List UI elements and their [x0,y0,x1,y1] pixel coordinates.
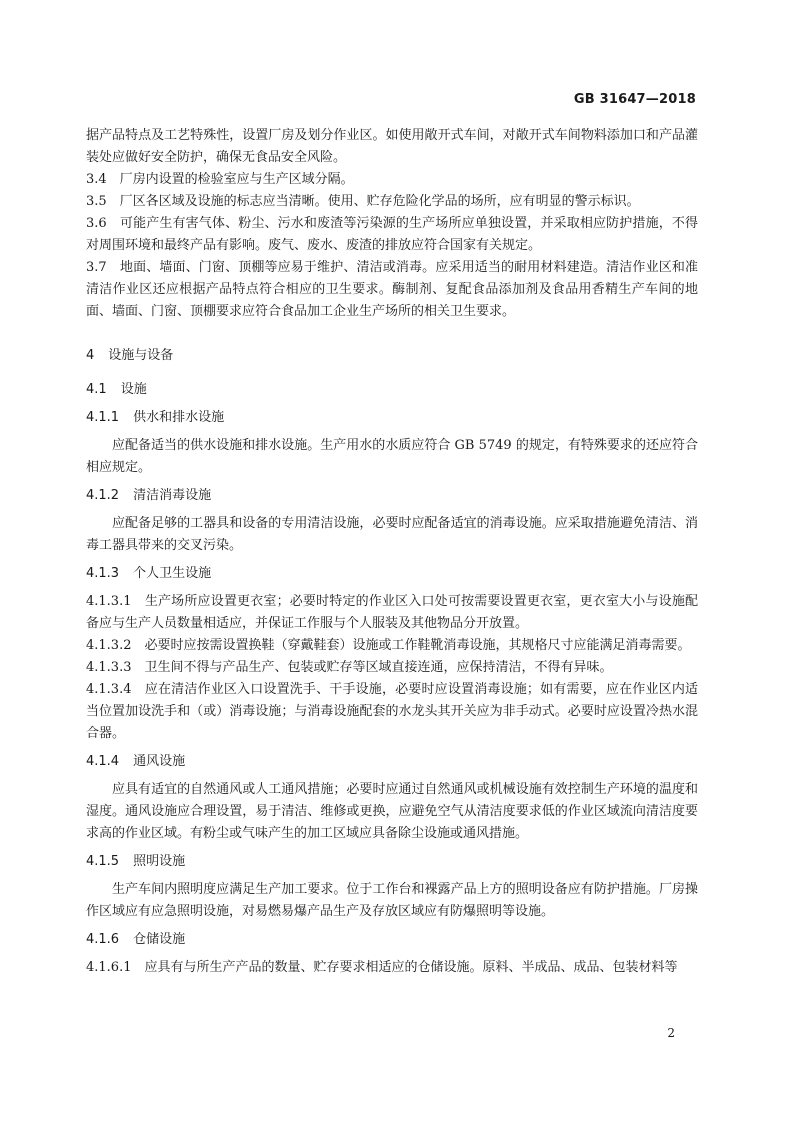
section-heading-4-1-1 [86,407,698,429]
heading-number: 4.1.2 [86,488,120,503]
section-heading-4-1-4 [86,751,698,773]
clause-4-1-4-body: 应具有适宜的自然通风或人工通风措施；必要时应通过自然通风或机械设施有效控制生产环境的温度和湿度。通风设施应合理设置，易于清洁、维修或更换，应避免空气从清洁度要求低的作业区域流向清洁度要求高的作业区域。有粉尘或气味产生的加工区域应具备除尘设施或通风措施。 [86,782,698,841]
heading-number: 4.1 [86,382,107,397]
clause-4-1-3-1: 4.1.3.1 生产场所应设置更衣室；必要时特定的作业区入口处可按需要设置更衣室，更衣室大小与设施配备应与生产人员数量相适应，并保证工作服与个人服装及其他物品分开放置。 [86,594,698,631]
section-heading-4-1 [86,379,698,401]
section-heading-4-1-6 [86,929,698,951]
clause-4-1-3-2: 4.1.3.2 必要时应按需设置换鞋（穿戴鞋套）设施或工作鞋靴消毒设施，其规格尺寸应能满足消毒需要。 [86,638,691,653]
heading-number: 4.1.3 [86,566,120,581]
heading-title: 仓储设施 [133,932,186,947]
document-body [86,125,698,979]
heading-title: 清洁消毒设施 [133,488,212,503]
heading-number: 4.1.4 [86,754,120,769]
clause-4-1-2-body: 应配备足够的工器具和设备的专用清洁设施，必要时应配备适宜的消毒设施。应采取措施避免清洁、消毒工器具带来的交叉污染。 [86,516,698,553]
heading-number: 4 [86,348,95,363]
clause-4-1-6-1: 4.1.6.1 应具有与所生产产品的数量、贮存要求相适应的仓储设施。原料、半成品、成品、包装材料等 [86,960,678,975]
heading-title: 设施 [120,382,147,397]
section-heading-4-1-3 [86,563,698,585]
clause-3-5: 3.5 厂区各区域及设施的标志应当清晰。使用、贮存危险化学品的场所，应有明显的警示标识。 [86,194,640,209]
clause-3-7: 3.7 地面、墙面、门窗、顶棚等应易于维护、清洁或消毒。应采用适当的耐用材料建造。清洁作业区和准清洁作业区还应根据产品特点符合相应的卫生要求。酶制剂、复配食品添加剂及食品用香精生产车间的地面、墙面、门窗、顶棚要求应符合食品加工企业生产场所的相关卫生要求。 [86,260,698,319]
paragraph-continued: 据产品特点及工艺特殊性，设置厂房及划分作业区。如使用敞开式车间，对敞开式车间物料添加口和产品灌装处应做好安全防护，确保无食品安全风险。 [86,128,698,165]
clause-4-1-5-body: 生产车间内照明度应满足生产加工要求。位于工作台和裸露产品上方的照明设备应有防护措施。厂房操作区域应有应急照明设施，对易燃易爆产品生产及存放区域应有防爆照明等设施。 [86,882,698,919]
heading-number: 4.1.1 [86,410,120,425]
heading-number: 4.1.5 [86,854,120,869]
clause-3-6: 3.6 可能产生有害气体、粉尘、污水和废渣等污染源的生产场所应单独设置，并采取相应防护措施，不得对周围环境和最终产品有影响。废气、废水、废渣的排放应符合国家有关规定。 [86,216,698,253]
heading-title: 个人卫生设施 [133,566,212,581]
heading-title: 照明设施 [133,854,186,869]
clause-3-4: 3.4 厂房内设置的检验室应与生产区域分隔。 [86,172,354,187]
heading-number: 4.1.6 [86,932,120,947]
clause-4-1-3-3: 4.1.3.3 卫生间不得与产品生产、包装或贮存等区域直接连通，应保持清洁，不得有异味。 [86,660,613,675]
clause-4-1-3-4: 4.1.3.4 应在清洁作业区入口设置洗手、干手设施，必要时应设置消毒设施；如有需要，应在作业区内适当位置加设洗手和（或）消毒设施；与消毒设施配套的水龙头其开关应为非手动式。必要时应设置冷热水混合器。 [86,682,698,741]
section-heading-4 [86,345,698,367]
heading-title: 通风设施 [133,754,186,769]
section-heading-4-1-5 [86,851,698,873]
clause-4-1-1-body: 应配备适当的供水设施和排水设施。生产用水的水质应符合 GB 5749 的规定，有特殊要求的还应符合相应规定。 [86,438,698,475]
page-number: 2 [667,1026,675,1040]
heading-title: 供水和排水设施 [133,410,225,425]
heading-title: 设施与设备 [108,348,174,363]
section-heading-4-1-2 [86,485,698,507]
standard-code: GB 31647—2018 [573,92,696,107]
